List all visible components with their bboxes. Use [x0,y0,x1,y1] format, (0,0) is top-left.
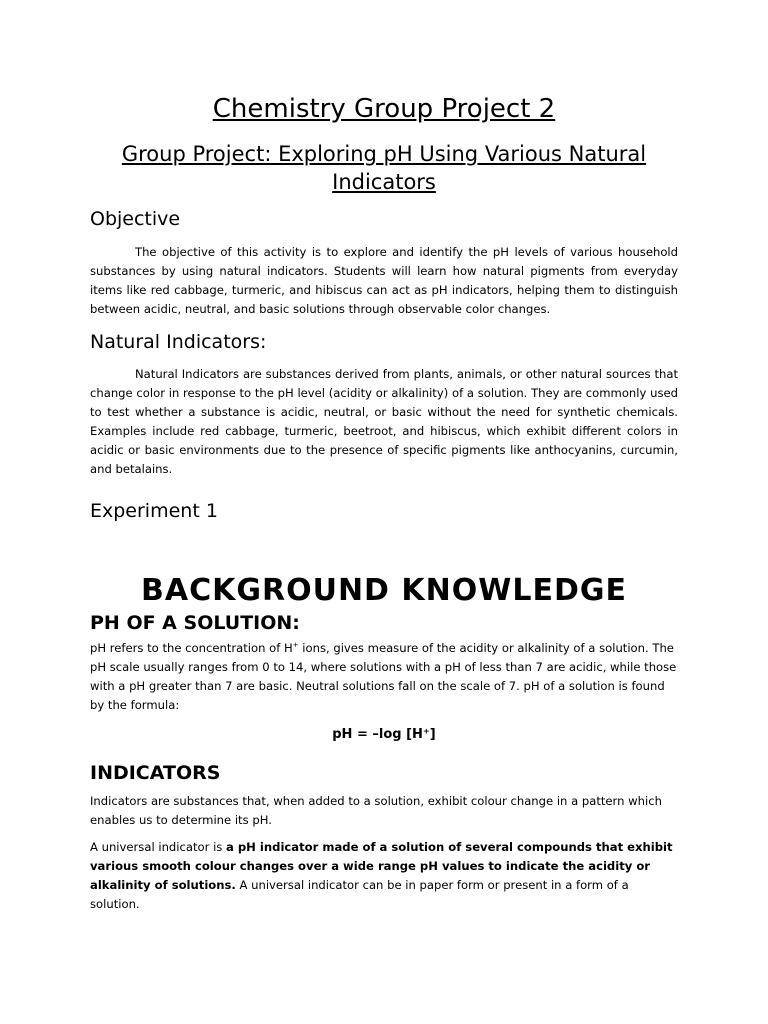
indicators-heading: INDICATORS [90,762,221,784]
indicators-text2-before: A universal indicator is [90,840,227,854]
ph-paragraph [90,639,678,715]
objective-heading: Objective [90,208,181,230]
document-title: Chemistry Group Project 2 [212,94,556,124]
background-knowledge-title: BACKGROUND KNOWLEDGE [141,573,627,608]
ph-text-after: ions, gives measure of the acidity or alkalinity of a solution. The pH scale usually ranges from 0 to 14, where solutions with a pH of less than 7 are acidic, while those with a pH greater than 7 are basic. Neutral solutions fall on the scale of 7. pH of a solution is found by the formula: [90,641,677,712]
experiment-heading: Experiment 1 [90,500,218,522]
ph-text-before: pH refers to the concentration of H [90,641,293,655]
ph-formula: pH = –log [H⁺] [332,727,436,742]
ph-text-superscript: + [292,641,299,650]
document-subtitle: Group Project: Exploring pH Using Various Natural Indicators [121,142,647,194]
objective-paragraph: The objective of this activity is to explore and identify the pH levels of various household substances by using natural indicators. Students will learn how natural pigments from everyday items like red cabbage, turmeric, and hibiscus can act as pH indicators, helping them to distinguish between acidic, neutral, and basic solutions through observable color changes. [90,245,678,316]
indicators-paragraph-2 [90,838,678,914]
indicators-text2-bold: a pH indicator made of a solution of several compounds that exhibit various smooth colour changes over a wide range pH values to indicate the acidity or alkalinity of solutions. [90,840,673,892]
ph-of-solution-heading: PH OF A SOLUTION: [90,612,300,634]
indicators-paragraph-1: Indicators are substances that, when added to a solution, exhibit colour change in a pattern which enables us to determine its pH. [90,794,662,827]
indicators-text2-after: A universal indicator can be in paper form or present in a form of a solution. [90,878,629,911]
natural-indicators-paragraph: Natural Indicators are substances derived from plants, animals, or other natural sources that change color in response to the pH level (acidity or alkalinity) of a solution. They are commonly used to test whether a substance is acidic, neutral, or basic without the need for synthetic chemicals. Examples include red cabbage, turmeric, beetroot, and hibiscus, which exhibit different colors in acidic or basic environments due to the presence of specific pigments like anthocyanins, curcumin, and betalains. [90,367,678,476]
natural-indicators-heading: Natural Indicators: [90,331,267,353]
